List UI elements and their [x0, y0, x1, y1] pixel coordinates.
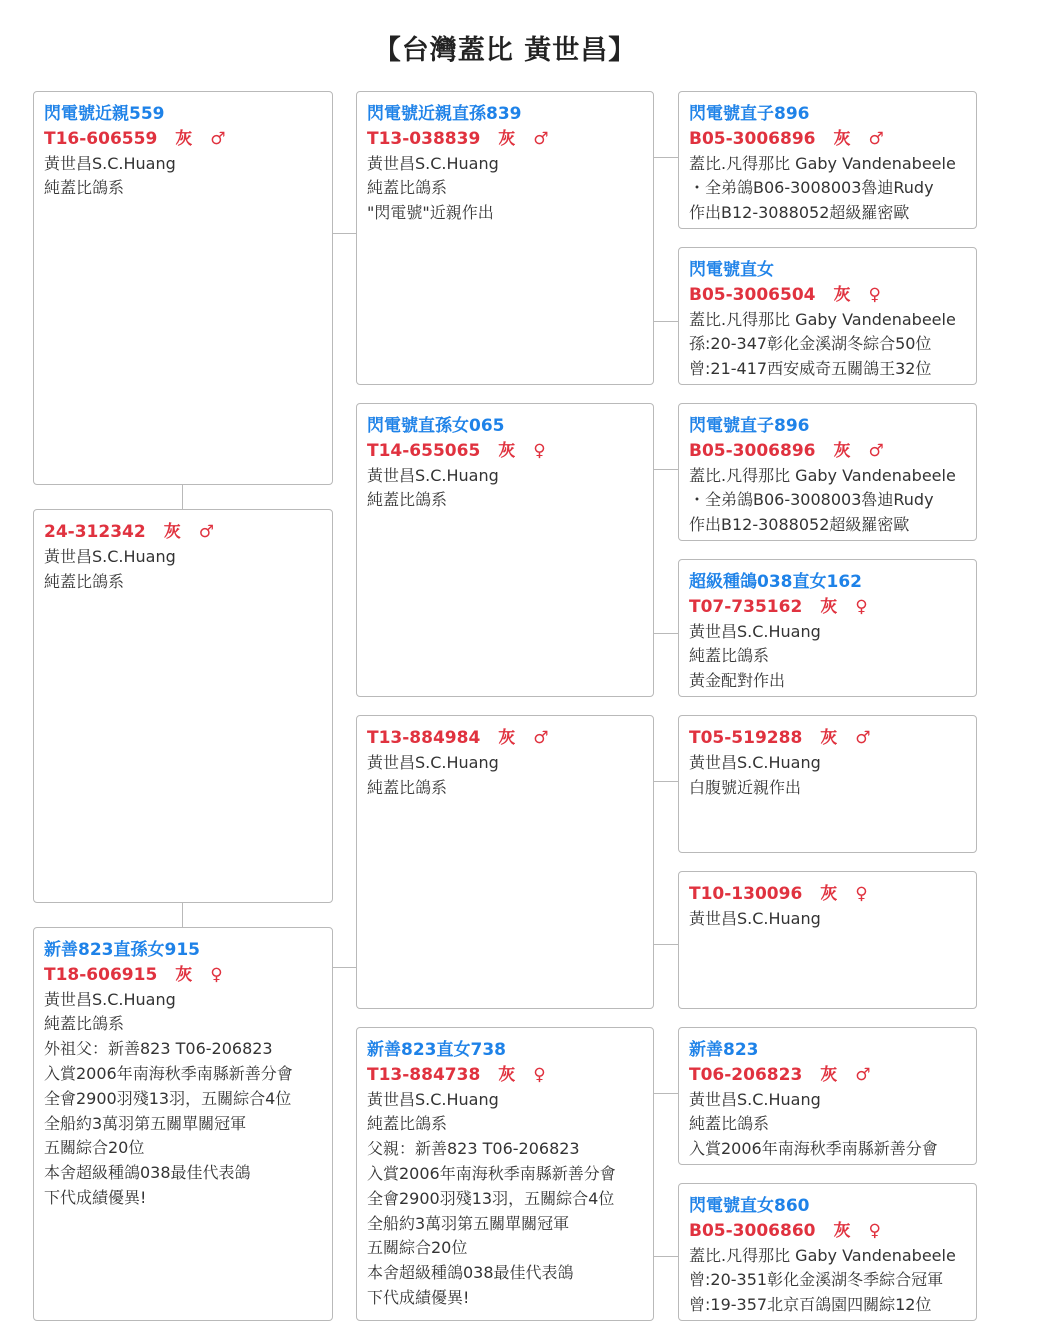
pigeon-name: 閃電號近親559: [44, 104, 165, 124]
connector: [654, 781, 678, 782]
sex-icon: ♂: [198, 522, 214, 542]
info-line: 蓋比.凡得那比 Gaby Vandenabeele: [689, 1245, 956, 1265]
color-label: 灰: [498, 1064, 516, 1085]
card-ddd: [678, 1183, 977, 1321]
info-line: 下代成績優異!: [367, 1287, 470, 1307]
info-line: 純蓋比鴿系: [689, 646, 770, 666]
card-sdd: [678, 559, 977, 697]
info-line: 純蓋比鴿系: [367, 490, 448, 510]
info-line: 黃世昌S.C.Huang: [689, 908, 821, 928]
color-label: 灰: [820, 1064, 838, 1085]
ring-number: T06-206823: [689, 1064, 803, 1085]
sex-icon: ♂: [210, 128, 226, 149]
info-line: 純蓋比鴿系: [44, 1014, 125, 1034]
color-label: 灰: [498, 128, 516, 149]
color-label: 灰: [163, 522, 181, 542]
sex-icon: ♂: [855, 1064, 871, 1085]
info-line: 父親：新善823 T06-206823: [367, 1139, 580, 1159]
sex-icon: ♂: [868, 440, 884, 461]
info-line: 蓋比.凡得那比 Gaby Vandenabeele: [689, 465, 956, 485]
card-sds: [678, 403, 977, 541]
pigeon-name: 閃電號直孫女065: [367, 416, 505, 436]
ring-number: T07-735162: [689, 596, 803, 617]
color-label: 灰: [498, 440, 516, 461]
card-sire-dam: [356, 403, 654, 697]
ring-number: B05-3006504: [689, 284, 816, 305]
info-line: 純蓋比鴿系: [367, 1114, 448, 1134]
color-label: 灰: [820, 596, 838, 617]
card-dam: [33, 927, 333, 1321]
pigeon-name: 閃電號直子896: [689, 104, 810, 124]
connector: [654, 321, 678, 322]
ring-row: [689, 595, 966, 620]
color-label: 灰: [833, 284, 851, 305]
color-label: 灰: [820, 728, 838, 748]
info-line: 純蓋比鴿系: [44, 571, 125, 591]
info-line: 五關綜合20位: [44, 1138, 145, 1158]
info-line: 白腹號近親作出: [689, 777, 802, 797]
card-dsd: [678, 871, 977, 1009]
info-line: 下代成績優異!: [44, 1187, 147, 1207]
pigeon-name: 新善823: [689, 1040, 759, 1060]
ring-row: [689, 1219, 966, 1244]
pigeon-name: 閃電號直女860: [689, 1196, 810, 1216]
connector: [182, 903, 183, 927]
card-subject: [33, 509, 333, 903]
ring-number: T13-884738: [367, 1064, 481, 1085]
ring-number: T05-519288: [689, 728, 803, 748]
sex-icon: ♂: [533, 728, 549, 748]
ring-number: T13-884984: [367, 728, 481, 748]
card-sire: [33, 91, 333, 485]
sex-icon: ♀: [868, 1220, 881, 1241]
ring-row: [689, 283, 966, 308]
info-line: 蓋比.凡得那比 Gaby Vandenabeele: [689, 309, 956, 329]
ring-number: T18-606915: [44, 964, 158, 985]
info-line: 入賞2006年南海秋季南縣新善分會: [689, 1139, 938, 1159]
connector: [654, 633, 678, 634]
sex-icon: ♀: [210, 964, 223, 985]
pigeon-name: 新善823直孫女915: [44, 940, 200, 960]
connector: [333, 233, 356, 234]
info-line: 本舍超級種鴿038最佳代表鴿: [44, 1163, 251, 1183]
info-line: 純蓋比鴿系: [44, 178, 125, 198]
card-dss: [678, 715, 977, 853]
info-line: 全會2900羽殘13羽，五關綜合4位: [367, 1188, 615, 1208]
info-line: 孫:20-347彰化金溪湖冬綜合50位: [689, 334, 932, 354]
info-line: 黃世昌S.C.Huang: [689, 752, 821, 772]
info-line: "閃電號"近親作出: [367, 203, 494, 223]
sex-icon: ♂: [868, 128, 884, 149]
connector: [654, 157, 678, 158]
color-label: 灰: [820, 884, 838, 904]
info-line: 黃世昌S.C.Huang: [689, 1089, 821, 1109]
connector: [333, 967, 356, 968]
ring-number: B05-3006860: [689, 1220, 816, 1241]
sex-icon: ♀: [855, 884, 868, 904]
ring-number: T16-606559: [44, 128, 158, 149]
ring-number: B05-3006896: [689, 440, 816, 461]
color-label: 灰: [833, 1220, 851, 1241]
color-label: 灰: [833, 128, 851, 149]
sex-icon: ♀: [855, 596, 868, 617]
info-line: 作出B12-3088052超級羅密歐: [689, 203, 910, 223]
info-line: 入賞2006年南海秋季南縣新善分會: [44, 1063, 293, 1083]
connector: [654, 944, 678, 945]
ring-row: [367, 726, 643, 751]
ring-row: [689, 882, 966, 907]
info-line: 本舍超級種鴿038最佳代表鴿: [367, 1263, 574, 1283]
connector: [182, 485, 183, 509]
info-line: 作出B12-3088052超級羅密歐: [689, 515, 910, 535]
info-line: 五關綜合20位: [367, 1238, 468, 1258]
sex-icon: ♂: [533, 128, 549, 149]
page-title: 【台灣蓋比 黃世昌】: [373, 35, 637, 66]
info-line: 純蓋比鴿系: [367, 777, 448, 797]
card-dam-dam: [356, 1027, 654, 1321]
ring-number: 24-312342: [44, 522, 146, 542]
info-line: 黃金配對作出: [689, 671, 786, 691]
info-line: 黃世昌S.C.Huang: [367, 752, 499, 772]
ring-row: [44, 963, 322, 988]
info-line: 純蓋比鴿系: [689, 1114, 770, 1134]
info-line: 外祖父：新善823 T06-206823: [44, 1039, 273, 1059]
card-sire-sire: [356, 91, 654, 385]
info-line: 黃世昌S.C.Huang: [44, 546, 176, 566]
ring-row: [689, 726, 966, 751]
info-line: 純蓋比鴿系: [367, 178, 448, 198]
ring-row: [367, 439, 643, 464]
pigeon-name: 閃電號直女: [689, 260, 774, 280]
connector: [654, 1093, 678, 1094]
pigeon-name: 超級種鴿038直女162: [689, 572, 862, 592]
color-label: 灰: [175, 128, 193, 149]
color-label: 灰: [175, 964, 193, 985]
info-line: 蓋比.凡得那比 Gaby Vandenabeele: [689, 153, 956, 173]
info-line: ・全弟鴿B06-3008003魯迪Rudy: [689, 178, 934, 198]
ring-number: T10-130096: [689, 884, 803, 904]
info-line: 黃世昌S.C.Huang: [367, 1089, 499, 1109]
connector: [654, 1256, 678, 1257]
card-dds: [678, 1027, 977, 1165]
sex-icon: ♂: [855, 728, 871, 748]
sex-icon: ♀: [533, 1064, 546, 1085]
ring-row: [367, 1063, 643, 1088]
card-dam-sire: [356, 715, 654, 1009]
info-line: 全船約3萬羽第五關單關冠軍: [44, 1113, 247, 1133]
sex-icon: ♀: [533, 440, 546, 461]
info-line: 黃世昌S.C.Huang: [44, 153, 176, 173]
info-line: 曾:21-417西安威奇五關鴿王32位: [689, 359, 932, 379]
color-label: 灰: [833, 440, 851, 461]
card-ssd: [678, 247, 977, 385]
sex-icon: ♀: [868, 284, 881, 305]
info-line: 曾:20-351彰化金溪湖冬季綜合冠軍: [689, 1270, 944, 1290]
ring-row: [44, 520, 322, 545]
ring-number: B05-3006896: [689, 128, 816, 149]
pigeon-name: 新善823直女738: [367, 1040, 506, 1060]
ring-row: [44, 127, 322, 152]
info-line: 黃世昌S.C.Huang: [44, 989, 176, 1009]
pigeon-name: 閃電號近親直孫839: [367, 104, 522, 124]
pigeon-name: 閃電號直子896: [689, 416, 810, 436]
info-line: 入賞2006年南海秋季南縣新善分會: [367, 1163, 616, 1183]
info-line: 全船約3萬羽第五關單關冠軍: [367, 1213, 570, 1233]
ring-number: T13-038839: [367, 128, 481, 149]
info-line: 全會2900羽殘13羽，五關綜合4位: [44, 1088, 292, 1108]
card-sss: [678, 91, 977, 229]
info-line: ・全弟鴿B06-3008003魯迪Rudy: [689, 490, 934, 510]
ring-row: [689, 439, 966, 464]
info-line: 黃世昌S.C.Huang: [689, 621, 821, 641]
connector: [654, 469, 678, 470]
info-line: 曾:19-357北京百鴿園四關綜12位: [689, 1295, 932, 1315]
ring-row: [689, 1063, 966, 1088]
ring-row: [367, 127, 643, 152]
color-label: 灰: [498, 728, 516, 748]
ring-row: [689, 127, 966, 152]
info-line: 黃世昌S.C.Huang: [367, 465, 499, 485]
ring-number: T14-655065: [367, 440, 481, 461]
info-line: 黃世昌S.C.Huang: [367, 153, 499, 173]
